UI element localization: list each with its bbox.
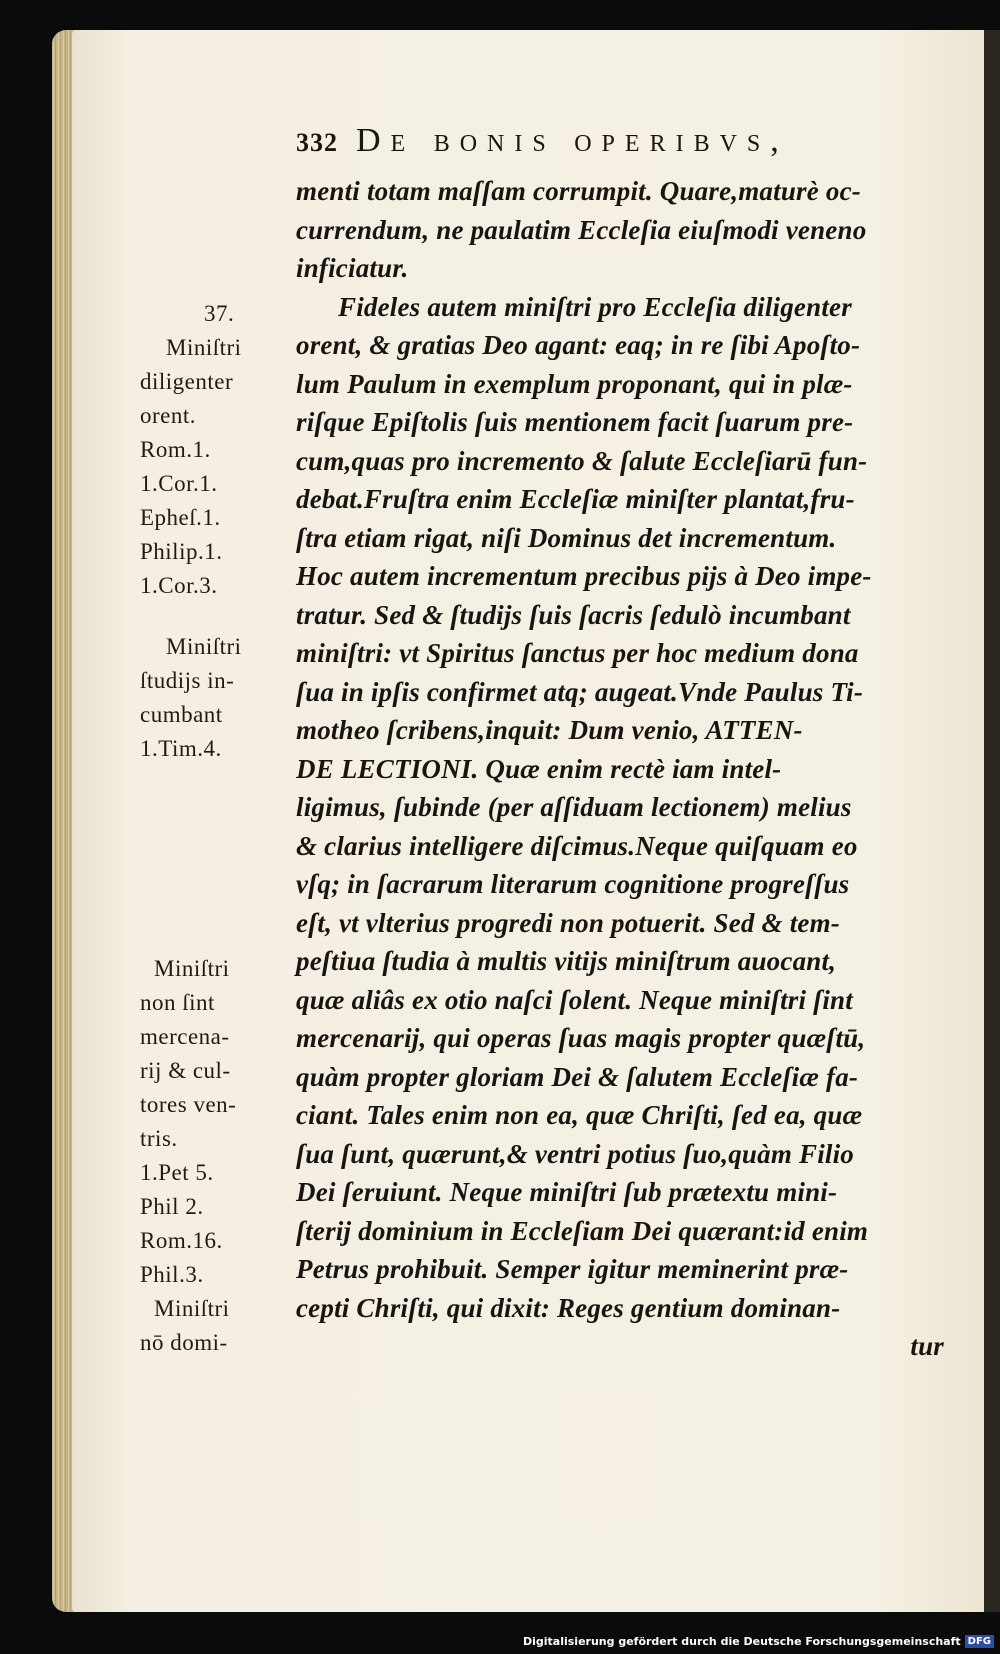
- marginal-line: 1.Cor.1.: [140, 471, 218, 496]
- main-text: [296, 172, 944, 1366]
- text-line: miniſtri: vt Spiritus ſanctus per hoc medium dona: [296, 638, 859, 668]
- text-line: quàm propter gloriam Dei & ſalutem Eccleſiæ fa-: [296, 1061, 859, 1092]
- marginal-line: tris.: [140, 1126, 178, 1151]
- text-line: eſt, vt vlterius progredi non potuerit. Sed & tem-: [296, 907, 840, 938]
- text-line: vſq; in ſacrarum literarum cognitione progreſſus: [296, 869, 850, 899]
- text-line: ligimus, ſubinde (per aſſiduam lectionem) melius: [296, 792, 852, 822]
- text-line: Hoc autem incrementum precibus pijs à Deo impe-: [296, 561, 872, 591]
- text-line: quæ aliâs ex otio naſci ſolent. Neque miniſtri ſint: [296, 984, 853, 1015]
- marginal-line: Miniſtri: [154, 956, 230, 981]
- text-line: Fideles autem miniſtri pro Eccleſia diligenter: [338, 291, 852, 322]
- text-line: peſtiua ſtudia à multis vitijs miniſtrum auocant,: [296, 946, 837, 976]
- text-line: menti totam maſſam corrumpit. Quare,maturè oc-: [296, 176, 861, 206]
- text-line: ciant. Tales enim non ea, quæ Chriſti, ſed ea, quæ: [296, 1100, 863, 1130]
- page-header: [296, 122, 936, 170]
- text-line: debat.Fruſtra enim Eccleſiæ miniſter plantat,fru-: [296, 484, 855, 514]
- text-line: ſua in ipſis confirmet atq; augeat.Vnde Paulus Ti-: [296, 676, 864, 707]
- text-line: inficiatur.: [296, 253, 409, 283]
- text-line: cum,quas pro incremento & ſalute Eccleſiarū fun-: [296, 445, 868, 476]
- marginal-line: 1.Cor.3.: [140, 573, 218, 598]
- marginal-line: Miniſtri: [166, 634, 242, 659]
- marginal-line: nō domi-: [140, 1330, 228, 1355]
- marginal-line: 1.Pet 5.: [140, 1160, 214, 1185]
- text-line: ſtra etiam rigat, niſi Dominus det incrementum.: [296, 522, 837, 553]
- marginal-line: Rom.16.: [140, 1228, 223, 1253]
- marginal-line: non ſint: [140, 990, 215, 1015]
- marginal-line: orent.: [140, 403, 197, 428]
- text-line: Dei ſeruiunt. Neque miniſtri ſub prætextu mini-: [296, 1177, 838, 1207]
- marginal-line: mercena-: [140, 1024, 230, 1049]
- marginal-line: Epheſ.1.: [140, 505, 221, 530]
- marginal-line: ſtudijs in-: [140, 668, 235, 693]
- text-line: ſterij dominium in Eccleſiam Dei quærant:id enim: [296, 1215, 869, 1246]
- marginal-note: [140, 630, 242, 766]
- text-line: mercenarij, qui operas ſuas magis propter quæſtū,: [296, 1023, 866, 1053]
- marginal-line: tores ven-: [140, 1092, 237, 1117]
- text-line: & clarius intelligere diſcimus.Neque quiſquam eo: [296, 830, 858, 861]
- marginal-note: [140, 297, 242, 603]
- running-head: De bonis operibvs,: [356, 122, 789, 159]
- text-line: Petrus prohibuit. Semper igitur meminerint præ-: [296, 1254, 849, 1284]
- text-line: motheo ſcribens,inquit: Dum venio, ATTEN-: [296, 715, 803, 745]
- text-line: tratur. Sed & ſtudijs ſuis ſacris ſedulò incumbant: [296, 599, 851, 630]
- marginal-line: diligenter: [140, 369, 234, 394]
- text-line: cepti Chriſti, qui dixit: Reges gentium dominan-: [296, 1292, 841, 1323]
- marginal-line: Phil.3.: [140, 1262, 204, 1287]
- marginal-line: Rom.1.: [140, 437, 211, 462]
- text-line: riſque Epiſtolis ſuis mentionem facit ſuarum pre-: [296, 407, 854, 437]
- digitization-credit: [523, 1635, 994, 1648]
- text-line: currendum, ne paulatim Eccleſia eiuſmodi veneno: [296, 214, 867, 245]
- marginal-line: rij & cul-: [140, 1058, 231, 1083]
- marginal-note: [140, 952, 236, 1360]
- marginal-line: 1.Tim.4.: [140, 736, 222, 761]
- marginal-line: Miniſtri: [166, 335, 242, 360]
- text-line: ſua ſunt, quærunt,& ventri potius ſuo,quàm Filio: [296, 1138, 854, 1169]
- dfg-logo: DFG: [965, 1635, 994, 1648]
- text-line: orent, & gratias Deo agant: eaq; in re ſibi Apoſto-: [296, 330, 861, 360]
- marginal-line: 37.: [204, 301, 235, 326]
- marginal-line: cumbant: [140, 702, 223, 727]
- gutter-shadow: [984, 30, 1000, 1612]
- text-line: DE LECTIONI. Quæ enim rectè iam intel-: [296, 753, 782, 784]
- text-line: lum Paulum in exemplum proponant, qui in plæ-: [296, 368, 853, 399]
- credit-text: Digitalisierung gefördert durch die Deutsche Forschungsgemeinschaft: [522, 1635, 961, 1648]
- text-line: tur: [910, 1331, 944, 1361]
- marginal-line: Phil 2.: [140, 1194, 204, 1219]
- marginal-line: Philip.1.: [140, 539, 223, 564]
- marginal-line: Miniſtri: [154, 1296, 230, 1321]
- page-number: 332: [296, 128, 338, 157]
